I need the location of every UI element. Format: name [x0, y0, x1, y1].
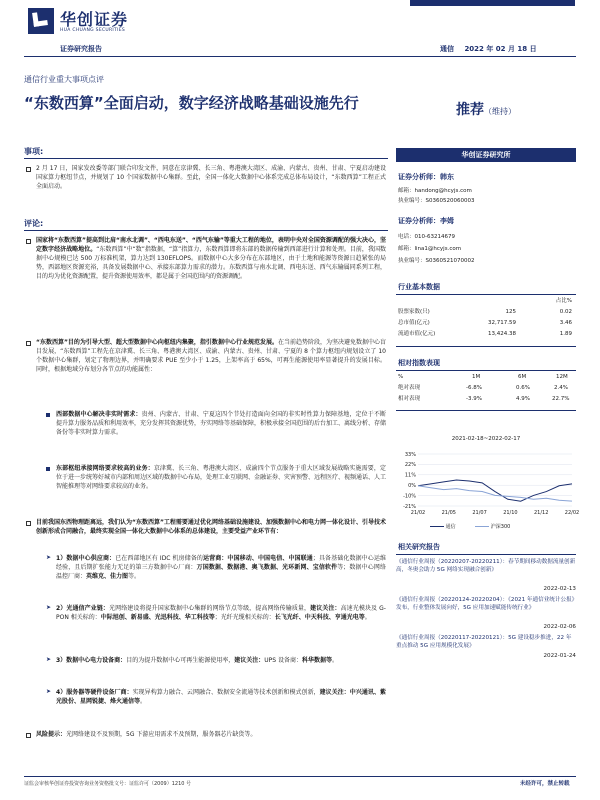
perf-cell: 4.9% [516, 396, 530, 402]
comment-s2-bold: 东部枢纽承接网络要求较高的业务： [56, 465, 154, 472]
events-divider [24, 158, 388, 159]
perf-heading: 相对指数表现 [398, 359, 440, 367]
comment-sub-1 [56, 410, 386, 437]
chain-1-bold2: 万国数据、数据港、奥飞数据、光环新网、宝信软件 [196, 564, 338, 571]
perf-col: 12M [556, 374, 568, 380]
chain-1-text2: ；具备基础化数据中心运维经验，且后期扩张能力无足的第三方数据中心厂商： [56, 555, 386, 571]
chain-3-text3: 。 [331, 657, 338, 664]
comment-s1-bold: 西部数据中心解决非实时需求： [56, 411, 142, 418]
legend-label: 沪深300 [490, 524, 511, 530]
chain-2-text2: 高速光模块及 G-PON 相关标的： [56, 605, 386, 621]
perf-row-label: 相对表现 [398, 396, 421, 402]
rating-value: 推荐 [456, 102, 484, 118]
checkbox-bullet-icon [26, 239, 31, 244]
comment-paragraph-1 [36, 236, 386, 281]
analyst-2-phone: 电话：010-63214679 [398, 234, 455, 240]
related-report-date: 2022-01-24 [543, 653, 576, 659]
related-report-date: 2022-02-06 [543, 624, 576, 630]
checkbox-bullet-icon [26, 733, 31, 738]
basic-data-divider-top [396, 294, 576, 295]
arrow-bullet-icon: ➤ [46, 554, 52, 561]
legend-label: 通信 [445, 524, 456, 530]
analyst-1-title: 证券分析师：韩东 [398, 173, 454, 181]
chain-item-3 [56, 656, 386, 665]
perf-col: 6M [518, 374, 527, 380]
chart-y-tick: 22% [404, 462, 416, 469]
chain-2-text4: 。 [364, 614, 371, 621]
chart-x-tick: 21/02 [410, 510, 426, 516]
comment-p1-text: “东数西算”中“数”指数据，“算”指算力，东数西算即将东部的数据传输到西部进行计算和处理。目前，我国数据中心规模已达 500 万标准机架，算力达到 130EFLOPS。而数据中心大多分布在东部地区，由于土地和能源等资源日趋紧张的局势，西部地区资源充裕，具备发展数据中心、承接东部算力需求的潜力。东数西算与南水北调、西电东送、西气东输属同系列工程，目的均为优化资源配置，提升资源使用效率，都是属于全国范围内的资源调配。 [36, 246, 386, 280]
risk-text: 光网络建设不及预期，5G 下游应用需求不及预期，服务器芯片缺货等。 [66, 731, 257, 738]
chain-4-label: 4）服务器等硬件设备厂商： [56, 689, 133, 696]
arrow-bullet-icon: ➤ [46, 688, 52, 695]
comment-paragraph-3 [36, 518, 386, 536]
rating-sub: （维持） [484, 107, 516, 116]
related-heading: 相关研究报告 [398, 543, 440, 551]
institution-name: 华创证券研究所 [461, 151, 511, 159]
chain-item-4 [56, 688, 386, 706]
comment-p2-bold: “东数西算”目的为引导大型、超大型数据中心向枢纽内集聚，指引数据中心行业规范发展。 [36, 339, 278, 346]
logo-subtext: HUA CHUANG SECURITIES [60, 28, 126, 33]
checkbox-bullet-icon [26, 167, 31, 172]
comment-divider [24, 230, 388, 231]
basic-data-heading: 行业基本数据 [398, 283, 440, 291]
perf-cell: -6.8% [466, 385, 482, 391]
chain-2-bold: 建议关注： [310, 605, 341, 612]
footer-tagline: 未经许可，禁止转载 [520, 781, 570, 787]
checkbox-bullet-icon [26, 521, 31, 526]
basic-col-share: 占比% [555, 298, 572, 304]
chain-2-text3: ；光纤光缆相关标的： [214, 614, 275, 621]
chain-1-text4: 等。 [128, 573, 141, 580]
chart-series-line [418, 480, 572, 501]
chain-3-text2: UPS 设备商： [264, 657, 302, 664]
chain-item-2 [56, 604, 386, 622]
chart-y-tick: 11% [404, 472, 416, 479]
header-industry: 通信 [440, 45, 454, 53]
events-text: 2 月 17 日，国家发改委等部门联合印发文件，同意在京津冀、长三角、粤港澳大湾区、成渝、内蒙古、贵州、甘肃、宁夏启动建设国家算力枢纽节点，并规划了 10 个国家数据中心集群。至此，全国一体化大数据中心体系完成总体布局设计，“东数西算”工程正式全面启动。 [36, 165, 386, 190]
comment-paragraph-2 [36, 338, 386, 374]
chart-x-tick: 21/12 [533, 510, 549, 516]
chain-2-label: 2）光通信产业链： [56, 605, 110, 612]
perf-col: % [398, 374, 404, 380]
checkbox-bullet-icon [26, 341, 31, 346]
basic-row-value: 13,424.38 [488, 331, 516, 337]
perf-cell: 2.4% [554, 385, 568, 391]
comment-p2-text: 在当前趋势阶段，为坚决避免数据中心盲目发展，“东数西算”工程先在京津冀、长三角、粤港澳大湾区、成渝、内蒙古、贵州、甘肃、宁夏的 8 个算力枢纽内规划设立了 10 个数据中心集群，划定了物理边界，并明确要求 PUE 至少小于 1.25，上架率高于 65%，可再生能源使用率显著提升的发展目标。同时，根据地域分布划分各节点的功能属性： [36, 339, 386, 373]
footer-disclaimer: 证监会审核华创证券投资咨询业务资格批文号：证监许可（2009）1210 号 [24, 781, 192, 787]
analyst-1-cert: 执业编号：S0360520060003 [398, 198, 475, 204]
rating [456, 100, 516, 120]
header-bar [410, 0, 575, 6]
chain-2-bold2: 中际旭创、新易盛、光迅科技、华工科技等 [100, 614, 215, 621]
analyst-1-email: 邮箱：handong@hcyjs.com [398, 188, 472, 194]
perf-table [396, 374, 576, 410]
comment-heading: 评论: [24, 219, 44, 228]
basic-row-value: 32,717.59 [488, 320, 516, 326]
perf-row-label: 绝对表现 [398, 385, 421, 391]
performance-chart [396, 448, 580, 520]
chain-4-text2: 。 [140, 698, 147, 705]
basic-data-divider-bottom [396, 346, 576, 347]
related-report[interactable]: 《通信行业周报（20220124-20220204）：《2021 年通信业统计公报》发布，行业整体发展向好，5G 应用加速赋能传统行业》 [396, 597, 575, 612]
chart-x-tick: 22/02 [564, 510, 580, 516]
report-type: 证券研究报告 [60, 45, 102, 53]
chain-4-bold: 建议关注：中兴通讯、紫光股份、星网锐捷、烽火通信等 [56, 689, 386, 705]
chain-4-text: 实现异构算力融合、云网融合、数据安全流通等技术创新和模式创新， [132, 689, 320, 696]
logo-text: 华创证券 [60, 10, 129, 29]
chart-x-tick: 21/10 [503, 510, 518, 516]
chain-1-bold3: 英维克、佳力图 [86, 573, 129, 580]
basic-row-pct: 1.89 [559, 331, 572, 337]
comment-s2-text: 京津冀、长三角、粤港澳大湾区、成渝四个节点服务于重大区域发展战略实施需要，定位于进一步统筹好城市内部和周边区域的数据中心布局，处理工业互联网、金融证券、灾害预警、远程医疗、视频通话、人工智能推理等对网络要求较高的业务。 [56, 465, 387, 490]
analyst-2-title: 证券分析师：李姆 [398, 217, 454, 225]
related-report[interactable]: 《通信行业周报（20220207-20220211）：春节期间移动数据流量创新高，冬奥会助力 5G 网络实现融合创新》 [396, 559, 576, 574]
comment-sub-2 [56, 464, 386, 491]
basic-row-label: 股票家数(只) [398, 309, 430, 315]
header-industry-date [440, 44, 537, 54]
related-report[interactable]: 《通信行业周报（20220117-20220121）：5G 建设稳步推进，22 年重点推动 5G 应用规模化发展》 [396, 635, 572, 650]
chain-1-text: 已在西部地区有 IDC 机房储备的 [115, 555, 204, 562]
chain-3-label: 3）数据中心电力设备商： [56, 657, 127, 664]
legend-swatch [430, 526, 444, 528]
chain-1-bold: 运营商：中国移动、中国电信、中国联通 [203, 555, 313, 562]
report-title: “东数西算”全面启动，数字经济战略基础设施先行 [24, 94, 359, 112]
risk-note [36, 730, 386, 739]
report-category: 通信行业重大事项点评 [24, 75, 104, 84]
chart-series-line [418, 486, 572, 501]
basic-data-table [396, 298, 576, 346]
chart-y-tick: -10% [403, 493, 416, 500]
chain-3-text: 目的为提升数据中心可再生能源使用率， [126, 657, 235, 664]
basic-row-label: 流通市值(亿元) [398, 331, 436, 337]
perf-divider-top [396, 370, 576, 371]
comment-p1-bold: 国家将“东数西算”提高到比肩“南水北调”、“西电东送”、“西气东输”等重大工程的地位，表明中央对全国资源调配的强大决心，坚定数字经济战略地位。 [36, 237, 386, 253]
chart-x-tick: 21/07 [472, 510, 487, 516]
chart-y-tick: 0% [408, 483, 416, 489]
analyst-2-email: 邮箱：lina1@hcyjs.com [398, 246, 462, 252]
header-divider [24, 56, 576, 57]
chart-y-tick: -21% [403, 503, 416, 510]
square-bullet-icon [46, 467, 50, 471]
chart-x-tick: 21/05 [441, 510, 457, 516]
basic-row-label: 总市值(亿元) [398, 320, 430, 326]
perf-cell: -3.9% [466, 396, 482, 402]
chain-1-label: 1）数据中心供应商： [56, 555, 116, 562]
perf-cell: 22.7% [552, 396, 570, 402]
arrow-bullet-icon: ➤ [46, 604, 52, 611]
perf-cell: 0.6% [516, 385, 530, 391]
basic-row-pct: 0.02 [559, 309, 572, 315]
basic-row-value: 125 [505, 309, 516, 315]
logo-mark-icon [32, 11, 48, 27]
chain-item-1 [56, 554, 386, 581]
chart-y-tick: 33% [404, 451, 416, 458]
events-heading: 事项: [24, 147, 44, 156]
chain-2-bold3: 长飞光纤、中天科技、亨通光电等 [274, 614, 365, 621]
risk-label: 风险提示： [36, 731, 67, 738]
arrow-bullet-icon: ➤ [46, 656, 52, 663]
related-report-date: 2022-02-13 [543, 586, 576, 592]
header-date: 2022 年 02 月 18 日 [464, 45, 537, 53]
footer-divider [24, 776, 576, 777]
chain-1-text3: 等；数据中心网络温控厂商： [56, 564, 386, 580]
legend-swatch [475, 526, 489, 528]
analyst-2-cert: 执业编号：S0360521070002 [398, 258, 475, 264]
related-divider [396, 554, 576, 555]
comment-p3-bold: 目前我国东西物理距离远，我们认为“东数西算”工程需要通过优化网络基础设施建设、加强数据中心和电力网一体化设计、引导技术创新形成合同融合，最终实现全国一体化大数据中心体系的总体建设，主要受益产业环节有： [36, 519, 386, 535]
square-bullet-icon [46, 413, 50, 417]
perf-col: 1M [472, 374, 481, 380]
chain-3-bold: 建议关注： [234, 657, 265, 664]
chain-3-bold2: 科华数据等 [301, 657, 332, 664]
basic-row-pct: 3.46 [559, 320, 572, 326]
chart-legend [430, 524, 570, 534]
chain-2-text: 光网络建设将提升国家数据中心集群的网络节点等级，提高网络传输质量， [109, 605, 311, 612]
chart-title: 2021-02-18~2022-02-17 [451, 436, 521, 442]
perf-divider-bottom [396, 410, 576, 411]
comment-s1-text: 贵州、内蒙古、甘肃、宁夏这四个节处打造面向全国的非实时性算力保障基地，定位于不断提升算力服务品质和利用效率，充分发挥其资源优势，夯实网络等基础保障，积极承接全国范围的后台加工、离线分析、存储备份等非实时算力需求。 [56, 411, 387, 436]
